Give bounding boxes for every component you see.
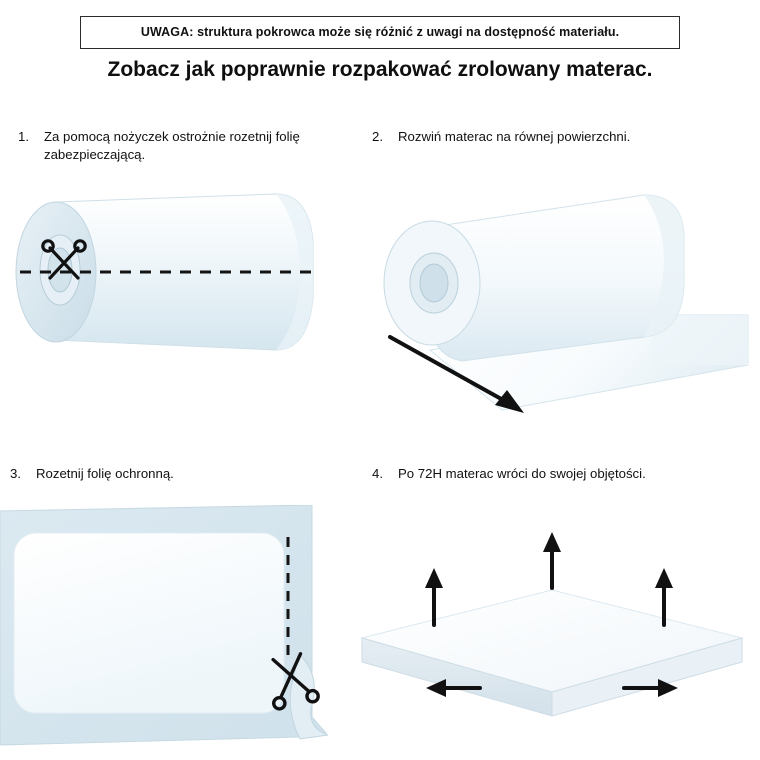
partially-rolled-mattress-shape (384, 195, 684, 361)
page-title: Zobacz jak poprawnie rozpakować zrolowany materac. (107, 58, 653, 81)
step-2-illustration (352, 165, 752, 430)
expansion-arrow-up-center (543, 532, 561, 588)
step-3-text: Rozetnij folię ochronną. (36, 466, 174, 481)
step-2-number: 2. (372, 129, 383, 144)
step-3-illustration (0, 505, 340, 760)
step-4-illustration (352, 520, 752, 750)
step-1-number: 1. (18, 129, 29, 144)
step-2-heading (372, 128, 712, 146)
expanded-mattress-shape (362, 590, 742, 716)
expansion-arrow-up-left (425, 568, 443, 625)
step-4-heading (372, 465, 722, 483)
step-1-heading (18, 128, 338, 164)
step-4-text: Po 72H materac wróci do swojej objętości. (398, 466, 646, 481)
step-1-illustration (8, 180, 338, 400)
notice-banner: UWAGA: struktura pokrowca może się różnić z uwagi na dostępność materiału. (80, 16, 680, 49)
mattress-shape (14, 533, 284, 713)
step-3-heading (10, 465, 340, 483)
step-2-text: Rozwiń materac na równej powierzchni. (398, 129, 631, 144)
step-3-number: 3. (10, 466, 21, 481)
step-4-number: 4. (372, 466, 383, 481)
step-1-text: Za pomocą nożyczek ostrożnie rozetnij folię zabezpieczającą. (44, 129, 300, 162)
